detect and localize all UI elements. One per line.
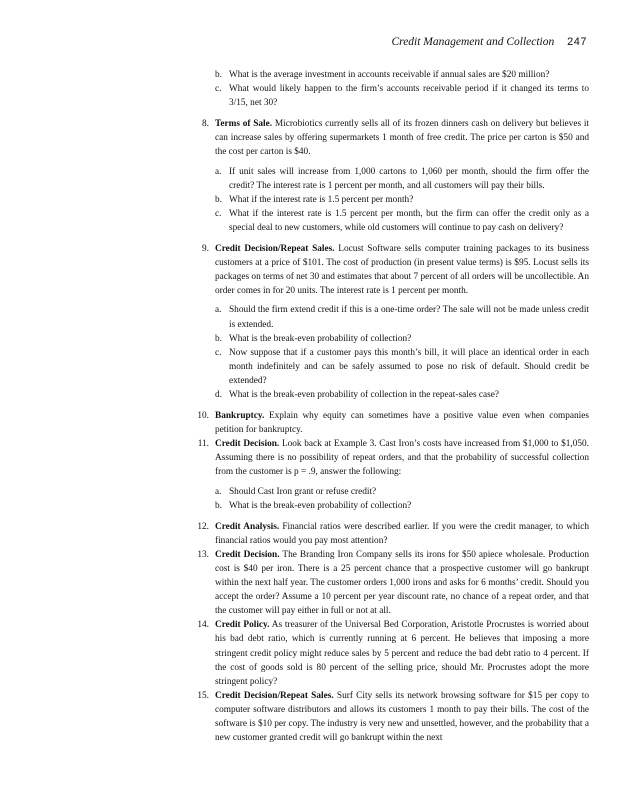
problem-number: 15.: [197, 690, 209, 701]
problem-title: Credit Decision.: [215, 439, 280, 450]
subpart: [215, 82, 589, 110]
subpart-label: b.: [215, 500, 222, 511]
problem-11: [197, 437, 589, 479]
problem-10: [197, 409, 589, 437]
problem-title: Credit Policy.: [215, 620, 270, 631]
problem-12: [197, 520, 589, 548]
subpart: [215, 332, 589, 346]
problem-title: Credit Decision/Repeat Sales.: [215, 244, 335, 255]
problem-text: Explain why equity can sometimes have a positive value even when companies petition for bankruptcy.: [215, 411, 589, 436]
problem-text: The Branding Iron Company sells its irons for $50 apiece wholesale. Production cost is $40 per iron. There is a 25 percent chance that a prospective customer will go bankrupt within the next half year. The customer orders 1,000 irons and asks for 6 months’ credit. Should you accept the order? Assume a 10 percent per year discount rate, no chance of a repeat order, and that the customer will pay either in full or not at all.: [215, 549, 590, 617]
problem-title: Credit Decision.: [215, 549, 280, 560]
subpart-label: b.: [215, 70, 222, 80]
subpart-label: c.: [215, 347, 222, 358]
subpart-label: a.: [215, 166, 222, 177]
problem-number: 10.: [197, 411, 209, 422]
running-head: [391, 36, 587, 48]
subpart-text: What would likely happen to the firm’s accounts receivable period if it changed its terms to 3/15, net 30?: [229, 84, 589, 109]
problem-text: Surf City sells its network browsing software for $15 per copy to computer software distributors and allows its customers 1 month to pay their bills. The cost of the software is $10 per copy. The industry is very new and unsettled, however, and the probability that a new customer granted credit will go bankrupt within the next: [215, 690, 589, 744]
subpart-label: c.: [215, 208, 222, 219]
subpart-text: What is the break-even probability of collection in the repeat-sales case?: [229, 389, 500, 400]
running-title: Credit Management and Collection: [391, 36, 555, 48]
problem-title: Bankruptcy.: [215, 411, 265, 422]
problem-title: Credit Analysis.: [215, 521, 280, 532]
subpart-label: b.: [215, 333, 222, 344]
subpart-text: What is the break-even probability of collection?: [229, 500, 412, 511]
subpart-text: Now suppose that if a customer pays this month’s bill, it will place an identical order in each month indefinitely and can be safely assumed to pose no risk of default. Should credit be extended?: [229, 347, 589, 386]
subpart-text: Should the firm extend credit if this is a one-time order? The sale will not be made unless credit is extended.: [229, 305, 589, 330]
subpart: [215, 207, 589, 235]
subpart: [215, 68, 589, 82]
problem-15: [197, 689, 589, 745]
problem-number: 8.: [202, 119, 209, 130]
problem-title: Terms of Sale.: [215, 119, 273, 130]
problem-number: 14.: [197, 620, 209, 631]
problem-number: 11.: [197, 439, 209, 450]
problem-9: [202, 242, 589, 298]
subpart-text: What if the interest rate is 1.5 percent per month, but the firm can offer the credit only as a special deal to new customers, while old customers will continue to pay cash on delivery?: [229, 208, 589, 233]
problem-number: 9.: [202, 244, 209, 255]
subpart: [215, 388, 589, 402]
subpart: [215, 485, 589, 499]
problem-text: Financial ratios were described earlier. If you were the credit manager, to which financial ratios would you pay most attention?: [215, 521, 589, 546]
subpart-label: d.: [215, 389, 222, 400]
subpart-label: b.: [215, 194, 222, 205]
problem-list: [197, 68, 590, 745]
page-number: 247: [567, 36, 587, 48]
subpart-label: a.: [215, 486, 222, 497]
subpart-text: What is the break-even probability of collection?: [229, 333, 412, 344]
problem-text: Locust Software sells computer training packages to its business customers at a price of $101. The cost of production (in present value terms) is $95. Locust sells its packages on terms of net 30 and estimates that about 7 percent of all orders will be uncollectible. An order comes in for 20 units. The interest rate is 1 percent per month.: [215, 244, 589, 297]
problem-text: As treasurer of the Universal Bed Corporation, Aristotle Procrustes is worried about his bad debt ratio, which is currently running at 6 percent. He believes that imposing a more stringent credit policy might reduce sales by 5 percent and reduce the bad debt ratio to 4 percent. If the cost of goods sold is 80 percent of the selling price, should Mr. Procrustes adopt the more stringent policy?: [215, 620, 589, 687]
subpart: [215, 303, 589, 331]
problem-title: Credit Decision/Repeat Sales.: [215, 690, 334, 701]
problem-text: Look back at Example 3. Cast Iron’s costs have increased from $1,000 to $1,050. Assuming there is no possibility of repeat orders, and that the probability of successful collection from the customer is p = .9, answer the following:: [215, 439, 589, 478]
subpart-text: Should Cast Iron grant or refuse credit?: [229, 486, 377, 497]
subpart-text: If unit sales will increase from 1,000 cartons to 1,060 per month, should the firm offer the credit? The interest rate is 1 percent per month, and all customers will pay their bills.: [229, 166, 589, 191]
problem-text: Microbiotics currently sells all of its frozen dinners cash on delivery but believes it can increase sales by offering supermarkets 1 month of free credit. The price per carton is $50 and the cost per carton is $40.: [215, 119, 589, 158]
subpart: [215, 346, 589, 388]
problem-number: 12.: [197, 521, 209, 532]
subpart: [215, 499, 589, 513]
problem-14: [197, 618, 589, 688]
problem-8: [202, 117, 589, 159]
subpart: [215, 165, 589, 193]
subpart-text: What if the interest rate is 1.5 percent per month?: [229, 194, 414, 205]
problem-number: 13.: [197, 549, 209, 560]
subpart-label: a.: [215, 305, 222, 316]
problem-13: [197, 548, 590, 618]
subpart: [215, 193, 589, 207]
subpart-text: What is the average investment in accounts receivable if annual sales are $20 million?: [229, 70, 550, 80]
subpart-label: c.: [215, 84, 222, 95]
